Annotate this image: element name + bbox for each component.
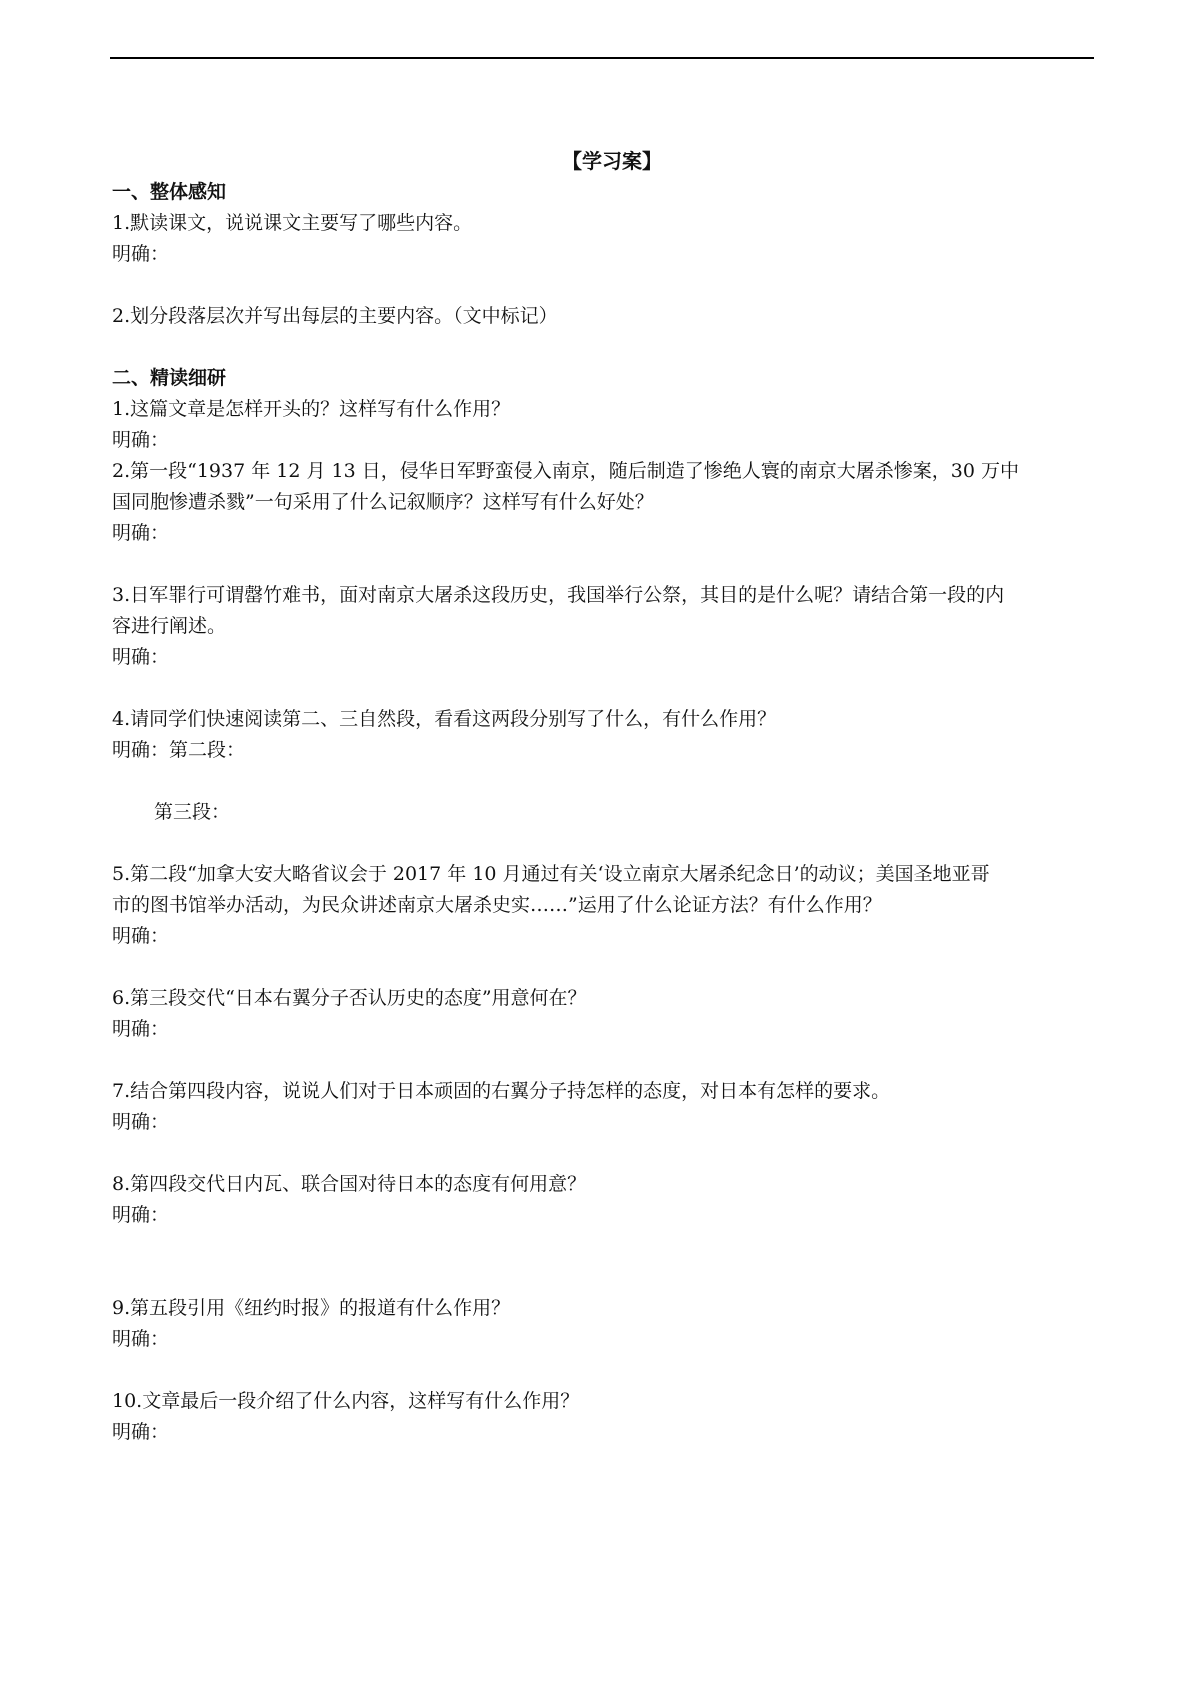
document-title: 【学习案】 [562, 149, 662, 173]
question-2-7: 7.结合第四段内容，说说人们对于日本顽固的右翼分子持怎样的态度，对日本有怎样的要求。 [112, 1080, 891, 1102]
answer-label-2-1: 明确： [112, 429, 170, 451]
question-2-5-line-2: 市的图书馆举办活动，为民众讲述南京大屠杀史实……”运用了什么论证方法？有什么作用？ [112, 894, 882, 916]
answer-space [112, 828, 1092, 859]
answer-label-2-2: 明确： [112, 522, 170, 544]
answer-space [112, 332, 1092, 363]
answer-label-2-4-part-3: 第三段： [154, 801, 231, 823]
question-2-9: 9.第五段引用《纽约时报》的报道有什么作用？ [112, 1297, 511, 1319]
question-2-4: 4.请同学们快速阅读第二、三自然段，看看这两段分别写了什么，有什么作用？ [112, 708, 777, 730]
answer-space [112, 1355, 1092, 1386]
question-2-6: 6.第三段交代“日本右翼分子否认历史的态度”用意何在？ [112, 987, 587, 1009]
section-heading-overview: 一、整体感知 [112, 181, 227, 203]
question-1-2: 2.划分段落层次并写出每层的主要内容。（文中标记） [112, 305, 558, 327]
question-2-1: 1.这篇文章是怎样开头的？这样写有什么作用？ [112, 398, 511, 420]
answer-label-2-4-part-2: 明确：第二段： [112, 739, 246, 761]
answer-space [112, 1138, 1092, 1169]
answer-label-2-3: 明确： [112, 646, 170, 668]
question-2-5-line-1: 5.第二段“加拿大安大略省议会于 2017 年 10 月通过有关‘设立南京大屠杀纪念日’的动议；美国圣地亚哥 [112, 863, 990, 885]
answer-label-1-1: 明确： [112, 243, 170, 265]
answer-space [112, 673, 1092, 704]
question-2-2-line-2: 国同胞惨遭杀戮”一句采用了什么记叙顺序？这样写有什么好处？ [112, 491, 654, 513]
answer-space [112, 270, 1092, 301]
question-2-3-line-1: 3.日军罪行可谓罄竹难书，面对南京大屠杀这段历史，我国举行公祭，其目的是什么呢？请结合第一段的内 [112, 584, 1005, 606]
answer-space [112, 549, 1092, 580]
answer-space [112, 1231, 1092, 1262]
answer-label-2-7: 明确： [112, 1111, 170, 1133]
question-2-3-line-2: 容进行阐述。 [112, 615, 227, 637]
answer-space [112, 952, 1092, 983]
question-1-1: 1.默读课文，说说课文主要写了哪些内容。 [112, 212, 473, 234]
answer-label-2-8: 明确： [112, 1204, 170, 1226]
answer-label-2-6: 明确： [112, 1018, 170, 1040]
answer-label-2-10: 明确： [112, 1421, 170, 1443]
answer-label-2-9: 明确： [112, 1328, 170, 1350]
answer-space [112, 1262, 1092, 1293]
answer-space [112, 766, 1092, 797]
question-2-10: 10.文章最后一段介绍了什么内容，这样写有什么作用？ [112, 1390, 580, 1412]
question-2-2-line-1: 2.第一段“1937 年 12 月 13 日，侵华日军野蛮侵入南京，随后制造了惨绝人寰的南京大屠杀惨案，30 万中 [112, 460, 1019, 482]
question-2-8: 8.第四段交代日内瓦、联合国对待日本的态度有何用意？ [112, 1173, 587, 1195]
header-rule [110, 57, 1094, 59]
answer-space [112, 1045, 1092, 1076]
document-body [112, 146, 1092, 1448]
section-heading-close-reading: 二、精读细研 [112, 367, 227, 389]
answer-label-2-5: 明确： [112, 925, 170, 947]
